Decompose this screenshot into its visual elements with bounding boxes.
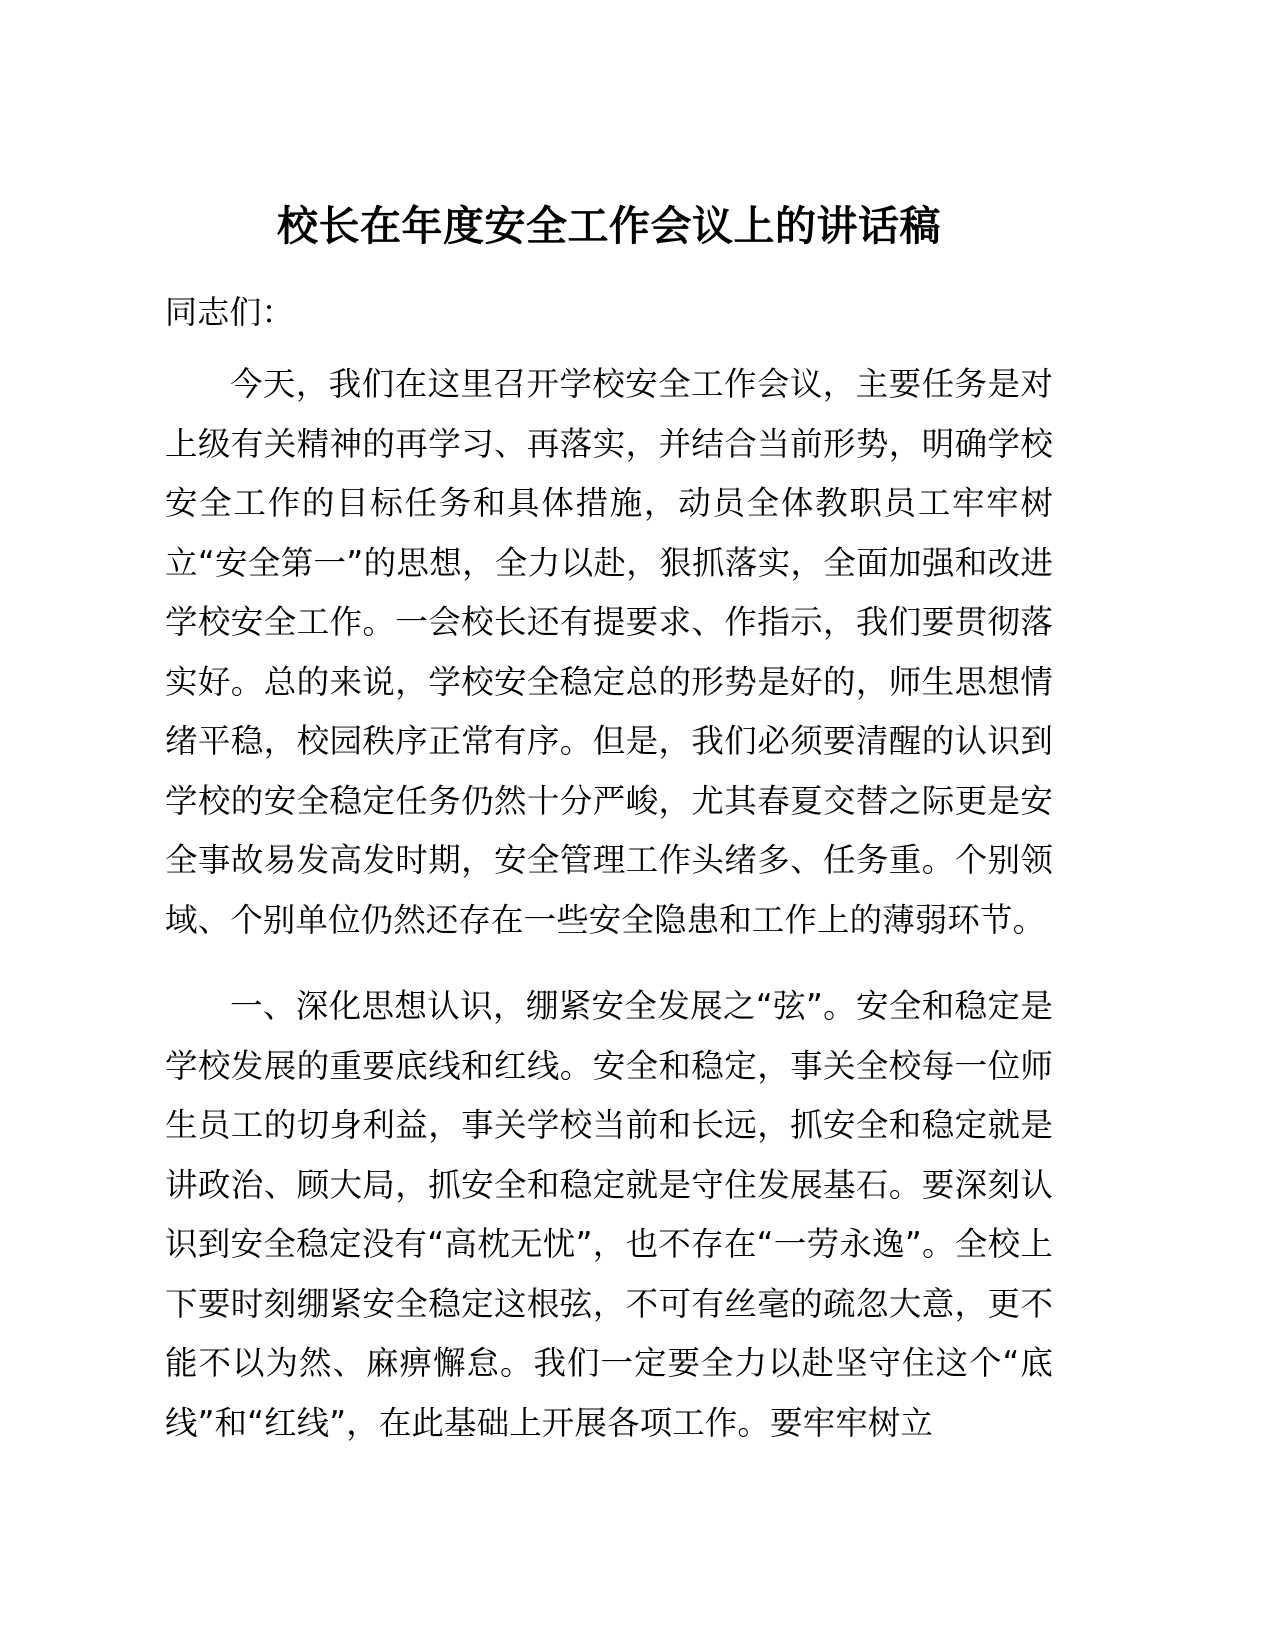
page-title: 校长在年度安全工作会议上的讲话稿 <box>277 202 941 250</box>
body-paragraph-2: 一、深化思想认识，绷紧安全发展之“弦”。安全和稳定是学校发展的重要底线和红线。安全和稳定，事关全校每一位师生员工的切身利益，事关学校当前和长远，抓安全和稳定就是讲政治、顾大局，抓安全和稳定就是守住发展基石。要深刻认识到安全稳定没有“高枕无忧”，也不存在“一劳永逸”。全校上下要时刻绷紧安全稳定这根弦，不可有丝毫的疏忽大意，更不能不以为然、麻痹懈怠。我们一定要全力以赴坚守住这个“底线”和“红线”，在此基础上开展各项工作。要牢牢树立 <box>165 987 1053 1442</box>
salutation: 同志们： <box>165 293 294 332</box>
page-content-area <box>165 0 1053 1453</box>
body-paragraph-1: 今天，我们在这里召开学校安全工作会议，主要任务是对上级有关精神的再学习、再落实，并结合当前形势，明确学校安全工作的目标任务和具体措施，动员全体教职员工牢牢树立“安全第一”的思想，全力以赴，狠抓落实，全面加强和改进学校安全工作。一会校长还有提要求、作指示，我们要贯彻落实好。总的来说，学校安全稳定总的形势是好的，师生思想情绪平稳，校园秩序正常有序。但是，我们必须要清醒的认识到学校的安全稳定任务仍然十分严峻，尤其春夏交替之际更是安全事故易发高发时期，安全管理工作头绪多、任务重。个别领域、个别单位仍然还存在一些安全隐患和工作上的薄弱环节。 <box>165 365 1053 939</box>
